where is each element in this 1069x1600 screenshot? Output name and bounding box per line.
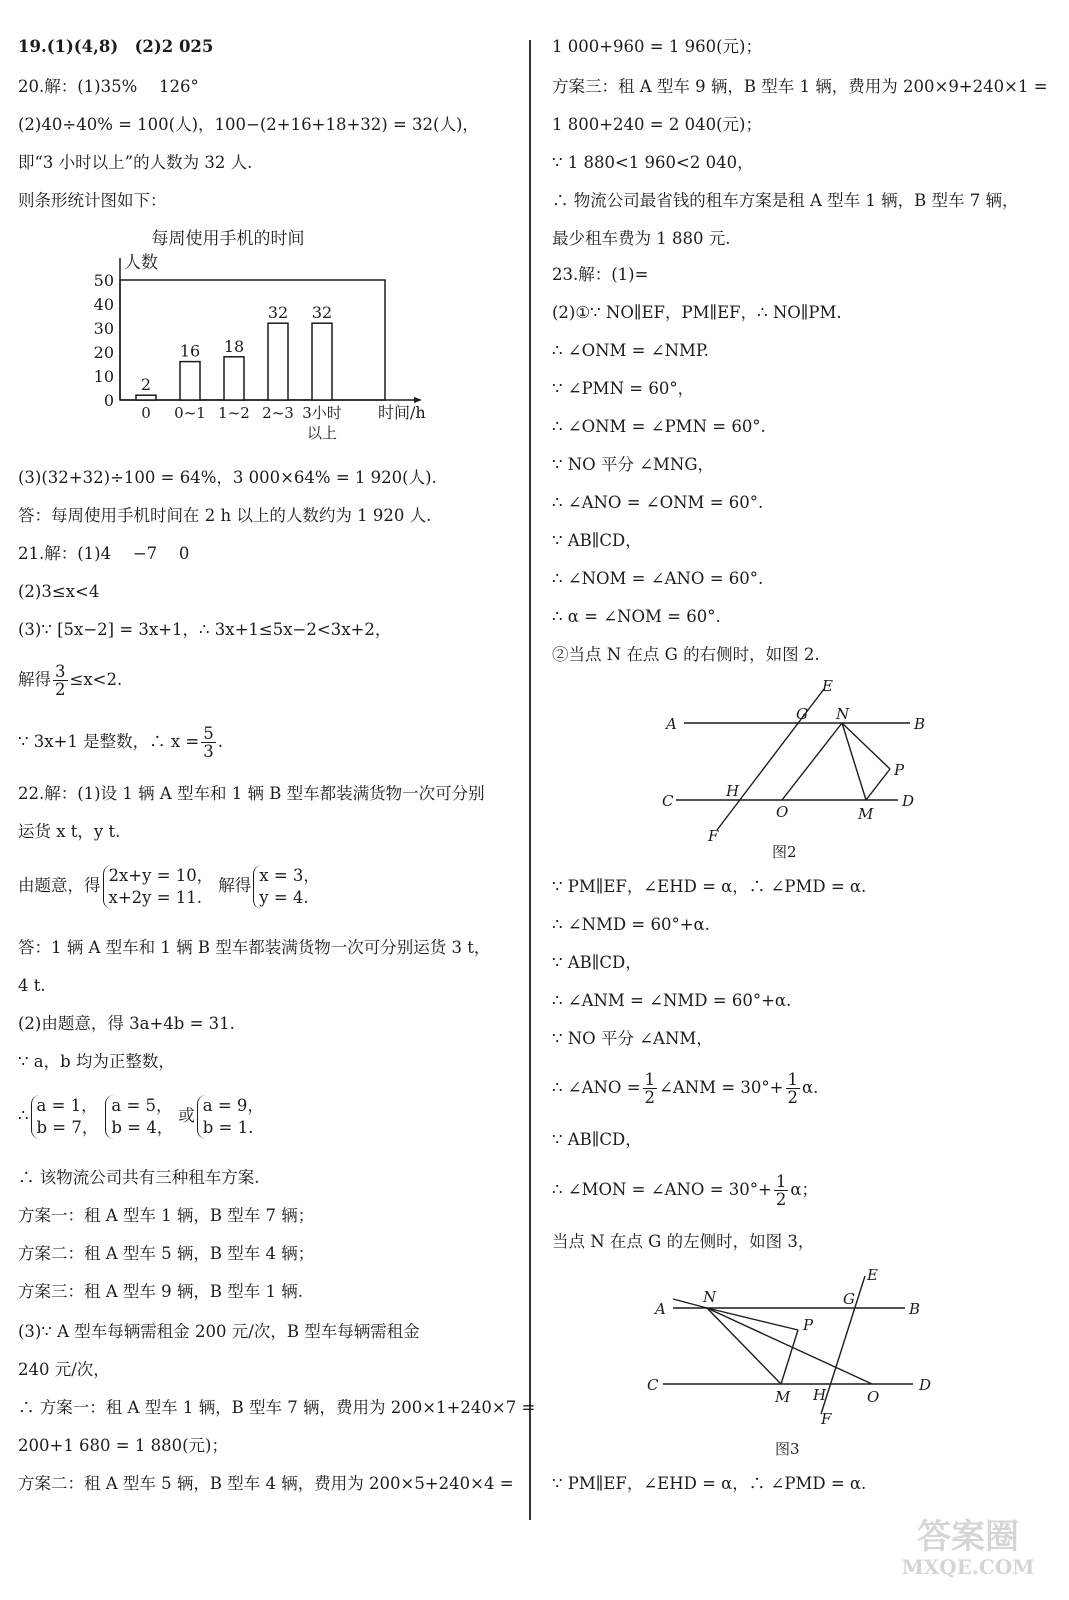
q22-line: (3)∵ A 型车每辆需租金 200 元/次，B 型车每辆需租金 — [18, 1322, 420, 1341]
label-O: O — [776, 803, 789, 821]
segment-NO — [707, 1308, 872, 1384]
q21-heading: 21.解：(1)4 −7 0 — [18, 544, 190, 563]
label-N: N — [703, 1288, 717, 1306]
bar — [180, 362, 200, 400]
watermark-text-top: 答案圈 — [917, 1517, 1019, 1557]
bar-value-label: 32 — [311, 303, 333, 323]
q23-line: ∵ ∠PMN = 60°， — [552, 379, 695, 398]
bar — [136, 395, 156, 400]
q22-line: ∴ a = 1， b = 7， a = 5， b = 4， 或 a = 9， b = 1. — [18, 1092, 269, 1140]
figure-3-caption: 图3 — [775, 1440, 800, 1458]
q23-line: ∴ ∠ANO = $\frac{1}{2}$ ∠ANM = 30°+ $\frac{1}{2}$ α. — [552, 1070, 819, 1107]
watermark-text-bottom: MXQE.COM — [901, 1555, 1035, 1579]
watermark-logo — [880, 1510, 1055, 1580]
q21-line: ∵ 3x+1 是整数，∴ x = $\frac{5}{3}$ . — [18, 724, 223, 761]
q23-heading: 23.解：(1)= — [552, 265, 649, 284]
geometry-figure-2 — [662, 675, 942, 865]
chart-xlabel: 时间/h — [378, 403, 426, 422]
q23-line: ∵ NO 平分 ∠MNG， — [552, 455, 715, 474]
solution-system: a = 5， b = 4， — [105, 1095, 176, 1139]
label-C: C — [662, 792, 674, 810]
bar — [224, 357, 244, 400]
y-tick-label: 40 — [93, 295, 114, 314]
x-tick-label: 0 — [141, 404, 151, 422]
q22-line: 运货 x t，y t. — [18, 822, 121, 841]
bar-value-label: 32 — [267, 303, 289, 323]
label-O: O — [867, 1388, 880, 1406]
y-tick-label: 30 — [93, 319, 114, 338]
q22-cont-line: 1 000+960 = 1 960(元)； — [552, 37, 762, 56]
column-divider — [529, 40, 531, 1520]
q22-line: 200+1 680 = 1 880(元)； — [18, 1436, 228, 1455]
label-H: H — [726, 782, 740, 800]
chart-title: 每周使用手机的时间 — [151, 229, 305, 249]
chart-ylabel: 人数 — [124, 253, 158, 273]
geometry-figure-3 — [647, 1262, 947, 1462]
q23-line: ∵ AB∥CD， — [552, 953, 642, 972]
label-H: H — [813, 1386, 827, 1404]
bar-value-label: 18 — [223, 336, 245, 356]
y-tick-label: 50 — [93, 271, 114, 290]
q22-line: ∴ 该物流公司共有三种租车方案. — [18, 1168, 260, 1187]
q22-cont-line: 最少租车费为 1 880 元. — [552, 229, 731, 248]
q23-line: ∴ ∠ANM = ∠NMD = 60°+α. — [552, 991, 792, 1010]
equation-system: 2x+y = 10， x+2y = 11. — [103, 865, 217, 909]
q23-line: ∵ PM∥EF，∠EHD = α，∴ ∠PMD = α. — [552, 1474, 867, 1493]
label-M: M — [858, 805, 874, 823]
label-D: D — [919, 1376, 932, 1394]
label-C: C — [647, 1376, 659, 1394]
label-F: F — [708, 827, 719, 845]
x-tick-label-cont: 以上 — [306, 424, 338, 442]
segment-PM — [781, 1330, 798, 1384]
bar — [268, 323, 288, 400]
label-M: M — [775, 1388, 791, 1406]
q22-line: 由题意，得 2x+y = 10， x+2y = 11. 解得 x = 3， y = 4. — [18, 862, 325, 910]
label-G: G — [796, 705, 808, 723]
q22-line: (2)由题意，得 3a+4b = 31. — [18, 1014, 235, 1033]
bar-chart — [78, 222, 518, 452]
q22-line: 240 元/次， — [18, 1360, 110, 1379]
q21-line: (2)3≤x<4 — [18, 582, 100, 601]
fraction: $\frac{5}{3}$ — [203, 724, 214, 761]
fraction: $\frac{1}{2}$ — [787, 1070, 798, 1107]
q22-cont-line: ∴ 物流公司最省钱的租车方案是租 A 型车 1 辆，B 型车 7 辆， — [552, 191, 1019, 210]
q20-heading: 20.解：(1)35% 126° — [18, 77, 199, 96]
q21-line: 解得 $\frac{3}{2}$ ≤x<2. — [18, 662, 123, 699]
segment-NM — [707, 1308, 781, 1384]
q23-line: (2)①∵ NO∥EF，PM∥EF，∴ NO∥PM. — [552, 303, 842, 322]
bar — [312, 323, 332, 400]
q22-line: 方案二：租 A 型车 5 辆，B 型车 4 辆； — [18, 1244, 315, 1263]
q20-line: (3)(32+32)÷100 = 64%，3 000×64% = 1 920(人). — [18, 468, 437, 487]
q23-line: ∴ ∠NOM = ∠ANO = 60°. — [552, 569, 764, 588]
q22-cont-line: 1 800+240 = 2 040(元)； — [552, 115, 762, 134]
q20-line: 则条形统计图如下： — [18, 191, 167, 210]
y-tick-label: 20 — [93, 343, 114, 362]
q22-line: 答：1 辆 A 型车和 1 辆 B 型车都装满货物一次可分别运货 3 t， — [18, 938, 491, 957]
q22-line: 方案二：租 A 型车 5 辆，B 型车 4 辆，费用为 200×5+240×4 = — [18, 1474, 514, 1493]
fraction: $\frac{3}{2}$ — [55, 662, 66, 699]
q22-cont-line: 方案三：租 A 型车 9 辆，B 型车 1 辆，费用为 200×9+240×1 = — [552, 77, 1048, 96]
q23-line: ∵ AB∥CD， — [552, 531, 642, 550]
segment-NP — [707, 1308, 798, 1330]
q23-line: ∴ ∠ANO = ∠ONM = 60°. — [552, 493, 764, 512]
bar-value-label: 16 — [179, 341, 201, 361]
q23-line: 当点 N 在点 G 的左侧时，如图 3， — [552, 1232, 815, 1251]
q23-line: ∴ ∠ONM = ∠NMP. — [552, 341, 709, 360]
q22-line: ∴ 方案一：租 A 型车 1 辆，B 型车 7 辆，费用为 200×1+240×7 = — [18, 1398, 536, 1417]
label-G: G — [843, 1290, 855, 1308]
y-tick-label: 10 — [93, 367, 114, 386]
q23-line: ∵ PM∥EF，∠EHD = α，∴ ∠PMD = α. — [552, 877, 867, 896]
label-P: P — [803, 1316, 814, 1334]
q22-line: 方案三：租 A 型车 9 辆，B 型车 1 辆. — [18, 1282, 303, 1301]
q23-line: ∴ ∠MON = ∠ANO = 30°+ $\frac{1}{2}$ α； — [552, 1172, 818, 1209]
q22-heading: 22.解：(1)设 1 辆 A 型车和 1 辆 B 型车都装满货物一次可分别 — [18, 784, 485, 803]
label-E: E — [822, 677, 833, 695]
q22-line: 4 t. — [18, 976, 46, 995]
q22-line: ∵ a，b 均为正整数， — [18, 1052, 175, 1071]
segment-NA-ext — [673, 1299, 707, 1308]
label-D: D — [902, 792, 915, 810]
label-B: B — [914, 715, 926, 733]
label-B: B — [909, 1300, 921, 1318]
solution-system: a = 1， b = 7， — [31, 1095, 102, 1139]
segment-NO — [782, 723, 842, 800]
figure-2-caption: 图2 — [772, 843, 797, 861]
fraction: $\frac{1}{2}$ — [644, 1070, 656, 1107]
chart-frame — [120, 280, 385, 400]
x-tick-label: 3小时 — [302, 404, 342, 422]
q23-line: ∴ ∠NMD = 60°+α. — [552, 915, 710, 934]
label-A: A — [655, 1300, 666, 1318]
q23-line: ∵ AB∥CD， — [552, 1130, 642, 1149]
x-tick-label: 2~3 — [262, 404, 294, 422]
label-A: A — [666, 715, 677, 733]
fraction: $\frac{1}{2}$ — [775, 1172, 787, 1209]
segment-PM — [866, 769, 890, 800]
q20-line: (2)40÷40% = 100(人)，100−(2+16+18+32) = 32(人)， — [18, 115, 479, 134]
x-tick-label: 1~2 — [218, 404, 250, 422]
q22-cont-line: ∵ 1 880<1 960<2 040， — [552, 153, 754, 172]
q23-line: ∴ α = ∠NOM = 60°. — [552, 607, 721, 626]
q23-line: ∵ NO 平分 ∠ANM， — [552, 1029, 713, 1048]
q19-answer: 19.(1)(4,8) (2)2 025 — [18, 37, 214, 56]
solution-system: x = 3， y = 4. — [253, 865, 323, 909]
solution-system: a = 9， b = 1. — [197, 1095, 267, 1139]
q23-line: ∴ ∠ONM = ∠PMN = 60°. — [552, 417, 766, 436]
label-E: E — [867, 1266, 878, 1284]
q21-line: (3)∵ [5x−2] = 3x+1，∴ 3x+1≤5x−2<3x+2， — [18, 620, 392, 639]
q20-line: 即“3 小时以上”的人数为 32 人. — [18, 153, 253, 172]
bar-value-label: 2 — [140, 375, 152, 395]
label-N: N — [836, 705, 850, 723]
y-tick-label: 0 — [103, 391, 114, 410]
label-F: F — [821, 1410, 832, 1428]
q20-answer: 答：每周使用手机时间在 2 h 以上的人数约为 1 920 人. — [18, 506, 432, 525]
q23-line: ②当点 N 在点 G 的右侧时，如图 2. — [552, 645, 820, 664]
q22-line: 方案一：租 A 型车 1 辆，B 型车 7 辆； — [18, 1206, 315, 1225]
label-P: P — [894, 761, 905, 779]
x-tick-label: 0~1 — [174, 404, 206, 422]
